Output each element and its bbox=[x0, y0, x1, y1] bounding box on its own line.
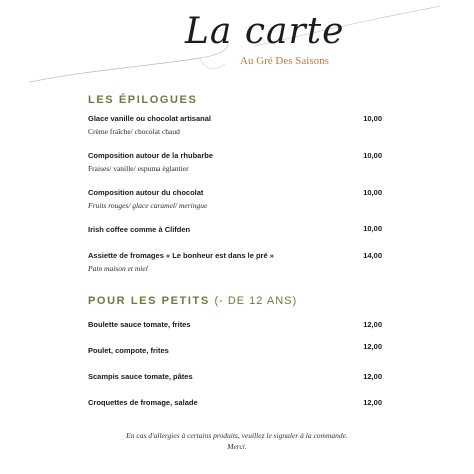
menu-item-name: Boulette sauce tomate, frites bbox=[88, 320, 191, 329]
menu-item-price: 10,00 bbox=[363, 224, 382, 233]
menu-item-price: 10,00 bbox=[363, 151, 382, 160]
menu-item-price: 10,00 bbox=[363, 114, 382, 123]
section-title-text: POUR LES PETITS bbox=[88, 295, 210, 307]
menu-item-price: 12,00 bbox=[363, 342, 382, 351]
menu-item-description: Fruits rouges/ glace caramel/ meringue bbox=[88, 201, 208, 210]
menu-item-name: Glace vanille ou chocolat artisanal bbox=[88, 114, 211, 123]
menu-item-price: 12,00 bbox=[363, 320, 382, 329]
menu-item-price: 10,00 bbox=[363, 188, 382, 197]
menu-item-name: Irish coffee comme à Clifden bbox=[88, 225, 191, 234]
thanks-text: Merci. bbox=[227, 442, 247, 451]
menu-item-description: Pain maison et miel bbox=[88, 264, 148, 273]
restaurant-subtitle: Au Gré Des Saisons bbox=[240, 55, 329, 67]
section-title-petits bbox=[88, 295, 297, 307]
menu-item-price: 12,00 bbox=[363, 372, 382, 381]
menu-item-description: Fraises/ vanille/ espuma églantier bbox=[88, 164, 189, 173]
menu-item-price: 14,00 bbox=[363, 251, 382, 260]
menu-item-description: Crème fraîche/ chocolat chaud bbox=[88, 127, 180, 136]
menu-title: La carte bbox=[185, 11, 345, 52]
menu-item-name: Assiette de fromages « Le bonheur est dans le pré » bbox=[88, 251, 274, 260]
menu-item-name: Scampis sauce tomate, pâtes bbox=[88, 372, 193, 381]
section-title-epilogues: LES ÉPILOGUES bbox=[88, 94, 198, 106]
menu-item-name: Composition autour de la rhubarbe bbox=[88, 151, 214, 160]
menu-item-price: 12,00 bbox=[363, 398, 382, 407]
allergy-notice: En cas d'allergies à certains produits, veuillez le signaler à la commande. bbox=[126, 431, 348, 440]
menu-item-name: Poulet, compote, frites bbox=[88, 346, 169, 355]
allergy-footer bbox=[90, 430, 384, 452]
menu-item-name: Composition autour du chocolat bbox=[88, 188, 204, 197]
menu-item-name: Croquettes de fromage, salade bbox=[88, 398, 198, 407]
section-age-note: (- DE 12 ANS) bbox=[214, 295, 298, 307]
